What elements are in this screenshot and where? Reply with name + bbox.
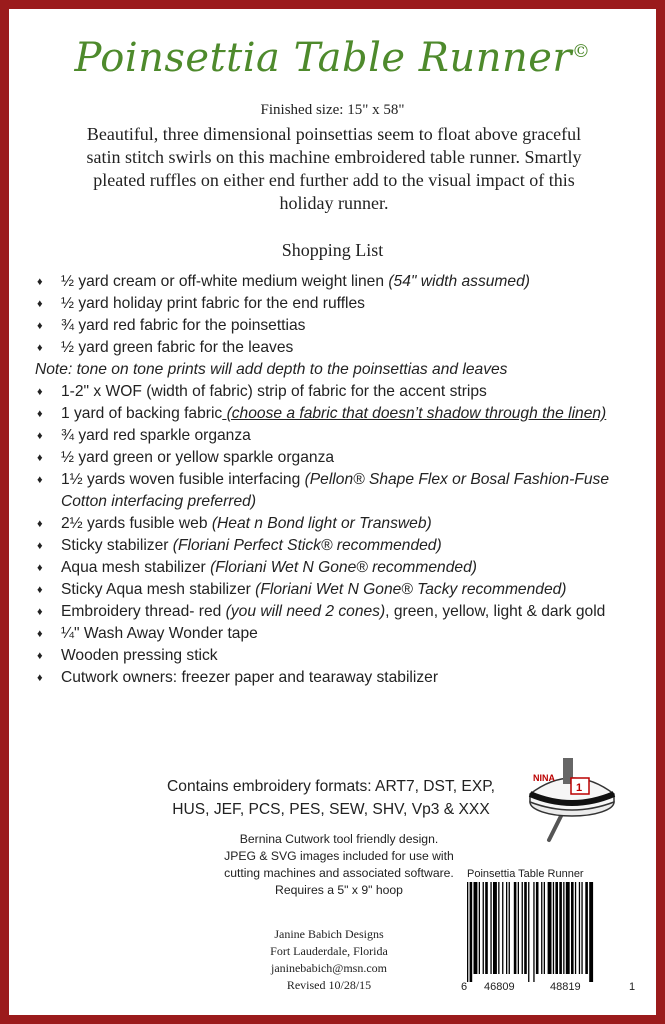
barcode-bar: [541, 882, 542, 974]
barcode-bar: [579, 882, 580, 974]
barcode-bar: [533, 882, 534, 982]
item-note: (Floriani Wet N Gone® recommended): [210, 559, 477, 576]
item-text: Aqua mesh stabilizer: [61, 559, 211, 576]
item-text: ½ yard green fabric for the leaves: [61, 339, 294, 356]
barcode-bar: [502, 882, 503, 974]
barcode-bar: [509, 882, 510, 974]
item-note: (Floriani Wet N Gone® Tacky recommended): [255, 581, 567, 598]
tool-number: 1: [576, 782, 583, 794]
barcode-title: Poinsettia Table Runner: [467, 868, 584, 880]
bullet-icon: ♦: [37, 298, 43, 310]
item-text: 1½ yards woven fusible interfacing: [61, 471, 305, 488]
designer-info: [244, 926, 414, 994]
barcode-bar: [498, 882, 499, 974]
item-text: ¾ yard red sparkle organza: [61, 427, 251, 444]
barcode-bar: [490, 882, 491, 974]
list-item: [35, 469, 635, 513]
item-text: Sticky Aqua mesh stabilizer: [61, 581, 256, 598]
list-item: [35, 667, 635, 689]
list-item: [35, 425, 635, 447]
copyright-mark: ©: [572, 41, 591, 62]
item-note: (54" width assumed): [388, 273, 530, 290]
bullet-icon: ♦: [37, 650, 43, 662]
finished-size: Finished size: 15" x 58": [260, 102, 405, 118]
barcode-bar: [581, 882, 582, 974]
bullet-icon: ♦: [37, 518, 43, 530]
barcode-digit-lead: 6: [461, 981, 468, 993]
item-note: (you will need 2 cones): [225, 603, 386, 620]
pattern-title: [9, 35, 656, 81]
barcode: [461, 882, 641, 984]
item-text: ¼" Wash Away Wonder tape: [61, 625, 258, 642]
bullet-icon: ♦: [37, 320, 43, 332]
list-item: [35, 513, 635, 535]
item-text: 1-2" x WOF (width of fabric) strip of fabric for the accent strips: [61, 383, 487, 400]
tool-label: NINA: [533, 773, 555, 783]
barcode-bar: [485, 882, 488, 974]
cutwork-line: JPEG & SVG images included for use with: [224, 849, 454, 863]
barcode-bar: [544, 882, 545, 974]
barcode-digits-left: 46809: [484, 981, 515, 993]
item-note: (choose a fabric that doesn’t shadow through the linen): [222, 405, 607, 422]
formats-line: Contains embroidery formats: ART7, DST, EXP,: [167, 778, 495, 795]
cutwork-line: Requires a 5" x 9" hoop: [275, 883, 403, 897]
bullet-icon: ♦: [37, 540, 43, 552]
item-note: (Heat n Bond light or Transweb): [211, 515, 432, 532]
shopping-list-heading: Shopping List: [281, 240, 384, 260]
list-item: [35, 315, 635, 337]
barcode-bar: [585, 882, 588, 974]
list-note: Note: tone on tone prints will add depth to the poinsettias and leaves: [35, 361, 508, 378]
item-text: ½ yard cream or off-white medium weight linen: [61, 273, 389, 290]
item-text: ¾ yard red fabric for the poinsettias: [61, 317, 306, 334]
designer-location: Fort Lauderdale, Florida: [270, 944, 388, 958]
revised-date: Revised 10/28/15: [286, 978, 372, 992]
barcode-bar: [467, 882, 468, 982]
cutwork-line: cutting machines and associated software.: [224, 866, 454, 880]
barcode-bar: [522, 882, 523, 974]
list-item: [35, 623, 635, 645]
item-text: Sticky stabilizer: [61, 537, 173, 554]
designer-email: janinebabich@msn.com: [270, 961, 388, 975]
barcode-bar: [524, 882, 527, 974]
bullet-icon: ♦: [37, 452, 43, 464]
list-item: [35, 557, 635, 579]
bullet-icon: ♦: [37, 628, 43, 640]
barcode-digit-check: 1: [629, 981, 636, 993]
formats-line: HUS, JEF, PCS, PES, SEW, SHV, Vp3 & XXX: [172, 801, 490, 818]
bullet-icon: ♦: [37, 430, 43, 442]
bullet-icon: ♦: [37, 474, 43, 486]
barcode-bar: [559, 882, 562, 974]
cutwork-line: Bernina Cutwork tool friendly design.: [239, 832, 439, 846]
item-text-tail: , green, yellow, light & dark gold: [385, 603, 606, 620]
barcode-bar: [493, 882, 497, 974]
bullet-icon: ♦: [37, 342, 43, 354]
title-text: Poinsettia Table Runner: [74, 35, 573, 81]
cutwork-tool-icon: [527, 754, 627, 844]
barcode-bar: [566, 882, 570, 974]
list-item: [35, 579, 635, 601]
item-text: ½ yard green or yellow sparkle organza: [61, 449, 335, 466]
barcode-bar: [589, 882, 593, 982]
list-item: [35, 337, 635, 359]
bullet-icon: ♦: [37, 672, 43, 684]
barcode-bar: [571, 882, 574, 974]
bullet-icon: ♦: [37, 276, 43, 288]
bullet-icon: ♦: [37, 562, 43, 574]
barcode-bar: [528, 882, 529, 982]
bullet-icon: ♦: [37, 606, 43, 618]
designer-name: Janine Babich Designs: [274, 927, 384, 941]
item-text: ½ yard holiday print fabric for the end ruffles: [61, 295, 365, 312]
barcode-bar: [479, 882, 480, 974]
item-note: (Pellon® Shape Flex or Bosal Fashion-Fuse Cotton interfacing preferred): [61, 471, 610, 510]
barcode-bar: [506, 882, 507, 974]
shopping-list: [35, 271, 635, 689]
barcode-bar: [518, 882, 519, 974]
bullet-icon: ♦: [37, 584, 43, 596]
barcode-bar: [474, 882, 478, 974]
list-item: [35, 535, 635, 557]
bullet-icon: ♦: [37, 408, 43, 420]
list-item: [35, 601, 635, 623]
cutwork-info: [189, 831, 489, 899]
list-item: [35, 403, 635, 425]
intro-paragraph: Beautiful, three dimensional poinsettias seem to float above graceful satin stitch swirls on this machine embroidered table runner. Smartly pleated ruffles on either end further add to the visual impact of this holiday runner.: [86, 124, 582, 213]
item-text: 2½ yards fusible web: [61, 515, 212, 532]
item-note: (Floriani Perfect Stick® recommended): [172, 537, 442, 554]
item-text: Cutwork owners: freezer paper and tearaway stabilizer: [61, 669, 439, 686]
barcode-bar: [548, 882, 552, 974]
list-item: [35, 447, 635, 469]
barcode-digits-right: 48819: [550, 981, 581, 993]
embroidery-formats: [121, 775, 541, 821]
list-item: [35, 271, 635, 293]
barcode-bar: [575, 882, 576, 974]
list-item: [35, 381, 635, 403]
barcode-bar: [536, 882, 539, 974]
bullet-icon: ♦: [37, 386, 43, 398]
barcode-bar: [555, 882, 558, 974]
item-text: Wooden pressing stick: [61, 647, 218, 664]
barcode-bar: [470, 882, 473, 982]
list-item: [35, 645, 635, 667]
barcode-bar: [553, 882, 554, 974]
item-text: Embroidery thread- red: [61, 603, 226, 620]
barcode-bar: [563, 882, 564, 974]
item-text: 1 yard of backing fabric: [61, 405, 223, 422]
barcode-bar: [514, 882, 517, 974]
barcode-bar: [483, 882, 484, 974]
list-item: [35, 293, 635, 315]
